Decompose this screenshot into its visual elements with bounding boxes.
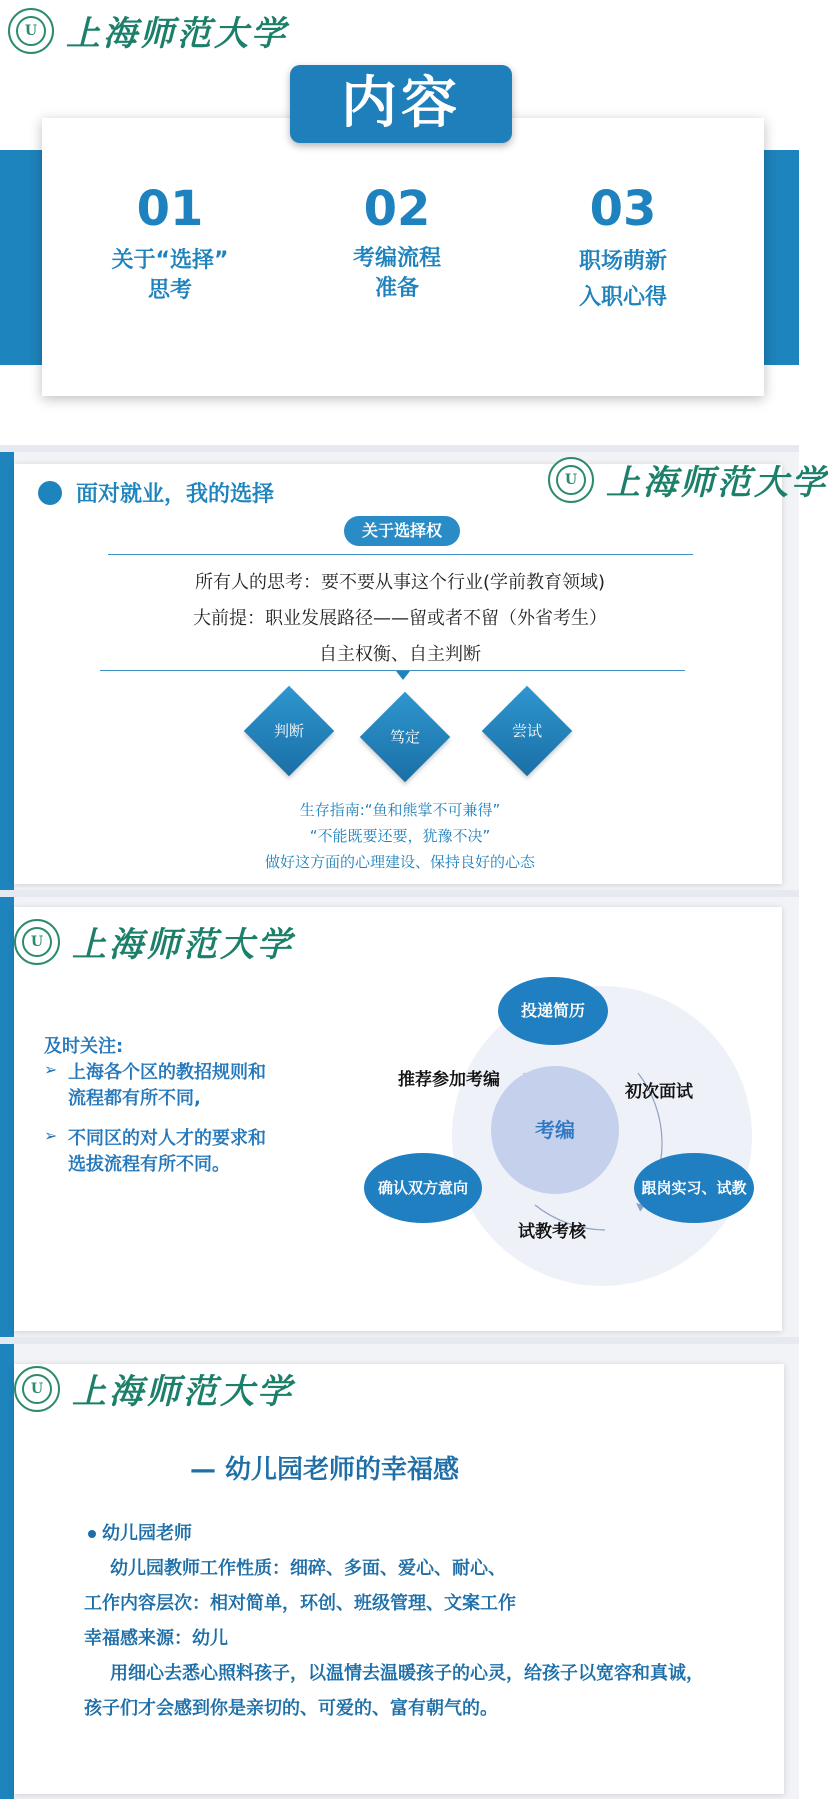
contents-slide (0, 0, 799, 445)
work-content-line: 工作内容层次：相对简单，环创、班级管理、文案工作 (84, 1593, 516, 1614)
arrow-bullet-icon: ➢ (44, 1060, 58, 1079)
item-number: 02 (363, 181, 431, 237)
item-label: 考编流程 准备 (352, 246, 441, 301)
school-seal-icon: U (14, 919, 60, 965)
slide-divider (0, 890, 799, 897)
step-confirm: 确认双方意向 (364, 1153, 482, 1223)
school-logo (14, 917, 294, 966)
notes-heading: 及时关注: (44, 1036, 124, 1057)
item-label: 关于“选择” 思考 (111, 248, 229, 303)
premise-line: 大前提：职业发展路径——留或者不留（外省考生） (193, 608, 607, 629)
contents-item-03 (523, 180, 723, 316)
guide-line: 做好这方面的心理建设、保持良好的心态 (264, 853, 535, 871)
bullet-item: 幼儿园老师 (88, 1519, 192, 1545)
diamond-label: 判断 (273, 722, 304, 740)
school-seal-icon: U (548, 457, 594, 503)
right-band (764, 150, 799, 365)
arrow-bullet-icon: ➢ (44, 1126, 58, 1145)
step-trial-assessment: 试教考核 (518, 1222, 586, 1242)
school-seal-icon: U (8, 8, 54, 54)
contents-title: 内容 (290, 65, 512, 143)
survival-guide: 生存指南:“鱼和熊掌不可兼得” (299, 801, 501, 819)
list-item: ➢ 不同区的对人才的要求和选拔流程有所不同。 (44, 1126, 278, 1178)
work-nature-line: 幼儿园教师工作性质：细碎、多面、爱心、耐心、 (110, 1558, 506, 1579)
children-feel-line: 孩子们才会感到你是亲切的、可爱的、富有朝气的。 (84, 1698, 498, 1719)
side-accent-bar (0, 1344, 14, 1799)
school-name: 上海师范大学 (606, 463, 828, 503)
side-accent-bar (0, 452, 14, 890)
item-number: 01 (136, 181, 204, 237)
bullet-dot-icon (88, 1530, 96, 1538)
section-heading (38, 477, 274, 508)
choice-slide (0, 452, 828, 890)
step-internship: 跟岗实习、试教 (634, 1153, 754, 1223)
school-logo (14, 1364, 294, 1413)
school-logo (8, 6, 288, 55)
top-rule (108, 554, 693, 555)
happiness-source-line: 幸福感来源：幼儿 (84, 1628, 228, 1649)
care-line: 用细心去悉心照料孩子，以温情去温暖孩子的心灵，给孩子以宽容和真诚， (110, 1663, 704, 1684)
school-logo (548, 455, 828, 504)
school-name: 上海师范大学 (72, 1372, 294, 1412)
slide-divider (0, 445, 799, 452)
slide-title: — 幼儿园老师的幸福感 (190, 1455, 460, 1485)
bullet-dot-icon (38, 481, 62, 505)
attention-notes (44, 1032, 278, 1178)
diamond-label: 笃定 (389, 728, 420, 746)
choice-pill: 关于选择权 (344, 516, 460, 546)
list-item: ➢ 上海各个区的教招规则和流程都有所不同, (44, 1060, 278, 1112)
judgement-line: 自主权衡、自主判断 (319, 644, 481, 665)
step-first-interview: 初次面试 (625, 1082, 693, 1102)
guide-line: “不能既要还要，犹豫不决” (309, 827, 491, 845)
item-label: 职场萌新 入职心得 (578, 249, 667, 310)
step-resume: 投递简历 (498, 977, 608, 1045)
diamond-label: 尝试 (511, 722, 542, 740)
contents-item-01 (70, 180, 270, 306)
exam-process-slide (0, 897, 799, 1337)
exam-center-circle: 考编 (491, 1066, 619, 1194)
step-recommend: 推荐参加考编 (398, 1070, 500, 1090)
left-band (0, 150, 42, 365)
thought-line: 所有人的思考：要不要从事这个行业(学前教育领域) (194, 572, 606, 593)
school-name: 上海师范大学 (72, 925, 294, 965)
slide-divider (0, 1337, 799, 1344)
contents-item-02 (297, 180, 497, 304)
item-number: 03 (589, 181, 657, 237)
school-name: 上海师范大学 (66, 14, 288, 54)
bottom-rule (100, 670, 685, 671)
down-triangle-icon (396, 671, 410, 680)
school-seal-icon: U (14, 1366, 60, 1412)
side-accent-bar (0, 897, 14, 1337)
happiness-slide (0, 1344, 799, 1799)
heading-text: 面对就业，我的选择 (76, 482, 275, 507)
